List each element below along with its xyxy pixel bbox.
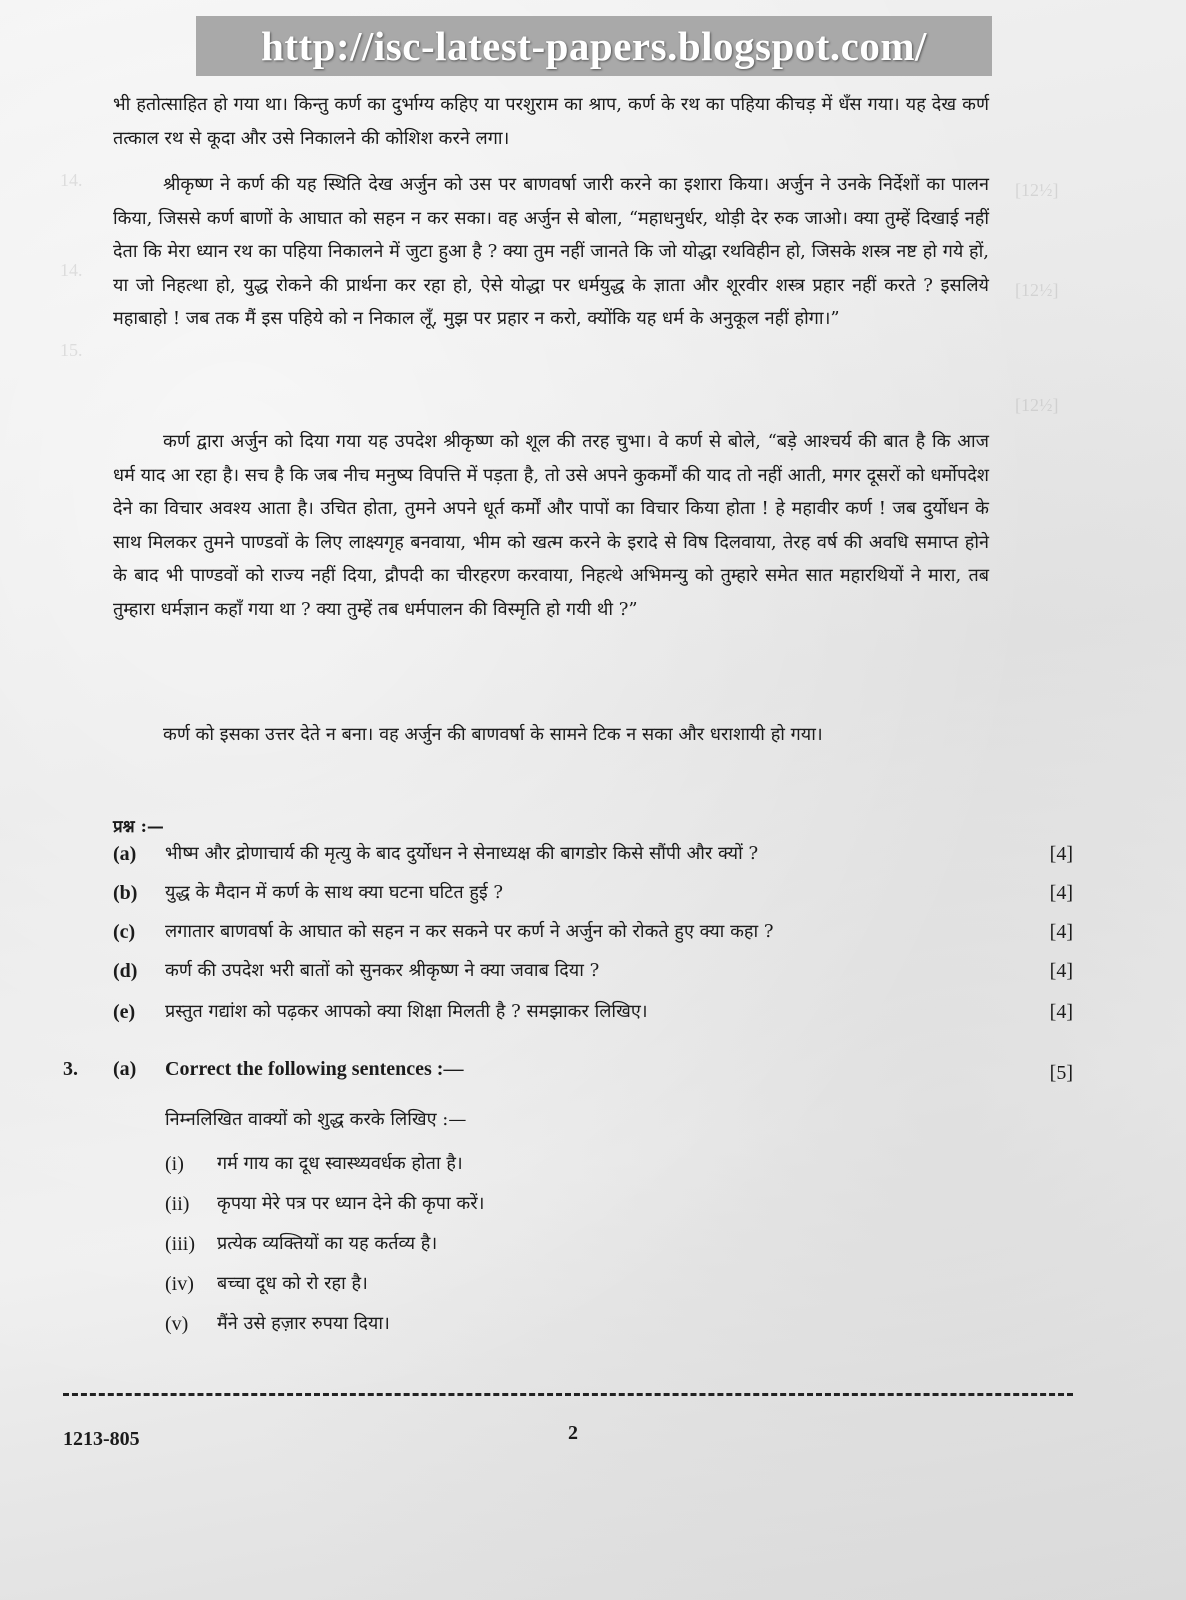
sentence-text: मैंने उसे हज़ार रुपया दिया।	[217, 1313, 390, 1334]
sentence-number: (iii)	[165, 1233, 195, 1255]
passage-paragraph-3: कर्ण द्वारा अर्जुन को दिया गया यह उपदेश श्रीकृष्ण को शूल की तरह चुभा। वे कर्ण से बोले, “बड़े आश्चर्य की बात है कि आज धर्म याद आ रहा है। सच है कि जब नीच मनुष्य विपत्ति में पड़ता है, तो उसे अपने कुकर्मों की याद तो नहीं आती, मगर दूसरों को धर्मोपदेश देने का विचार अवश्य आता है। उचित होता, तुमने अपने धूर्त कर्मों और पापों का विचार किया होता ! हे महावीर कर्ण ! जब दुर्योधन के साथ मिलकर तुमने पाण्डवों के लिए लाक्ष्यगृह बनवाया, भीम को खत्म करने के इरादे से विष दिलवाया, तेरह वर्ष की अवधि समाप्त होने के बाद भी पाण्डवों को राज्य नहीं दिया, द्रौपदी का चीरहरण करवाया, निहत्थे अभिमन्यु को तुम्हारे समेत सात महारथियों ने मारा, तब तुम्हारा धर्मज्ञान कहाँ गया था ? क्या तुम्हें तब धर्मपालन की विस्मृति हो गयी थी ?”	[113, 431, 989, 620]
passage-paragraph-1: भी हतोत्साहित हो गया था। किन्तु कर्ण का दुर्भाग्य कहिए या परशुराम का श्राप, कर्ण के रथ का पहिया कीचड़ में धँस गया। यह देख कर्ण तत्काल रथ से कूदा और उसे निकालने की कोशिश करने लगा।	[113, 94, 989, 149]
question-letter: (e)	[113, 1001, 136, 1023]
question-e	[113, 993, 1073, 1031]
question-marks: [4]	[1049, 843, 1073, 865]
question-letter: (c)	[113, 921, 136, 943]
bleed-through-marks: [12½]	[1015, 180, 1059, 200]
question-marks: [4]	[1049, 1001, 1073, 1023]
question-a	[113, 835, 1073, 873]
section-3-title: Correct the following sentences :—	[165, 1058, 464, 1080]
bleed-through-marks: [12½]	[1015, 280, 1059, 300]
question-text: कर्ण की उपदेश भरी बातों को सुनकर श्रीकृष्ण ने क्या जवाब दिया ?	[165, 960, 600, 981]
sentence-text: बच्चा दूध को रो रहा है।	[217, 1273, 368, 1294]
question-letter: (b)	[113, 882, 138, 904]
bleed-through-marks: [12½]	[1015, 395, 1059, 415]
question-letter: (a)	[113, 843, 137, 865]
section-3-instruction: निम्नलिखित वाक्यों को शुद्ध करके लिखिए :—	[165, 1109, 467, 1130]
sentence-number: (ii)	[165, 1193, 190, 1215]
paper-code: 1213-805	[63, 1428, 140, 1450]
question-b	[113, 874, 1073, 912]
page-number: 2	[568, 1422, 578, 1444]
section-3-marks: [5]	[1049, 1062, 1073, 1084]
footer-dashed-divider	[63, 1393, 1073, 1396]
bleed-through-marks: 14.	[60, 170, 83, 190]
question-marks: [4]	[1049, 960, 1073, 982]
section-3-part-letter: (a)	[113, 1058, 137, 1080]
sentence-text: कृपया मेरे पत्र पर ध्यान देने की कृपा करें।	[217, 1193, 485, 1214]
sentence-number: (i)	[165, 1153, 184, 1175]
sentence-number: (iv)	[165, 1273, 194, 1295]
passage-paragraph-2: श्रीकृष्ण ने कर्ण की यह स्थिति देख अर्जुन को उस पर बाणवर्षा जारी करने का इशारा किया। अर्जुन ने उनके निर्देशों का पालन किया, जिससे कर्ण बाणों के आघात को सहन न कर सका। वह अर्जुन से बोला, “महाधनुर्धर, थोड़ी देर रुक जाओ। क्या तुम्हें दिखाई नहीं देता कि मेरा ध्यान रथ का पहिया निकालने में जुटा हुआ है ? क्या तुम नहीं जानते कि जो योद्धा रथविहीन हो, जिसके शस्त्र नष्ट हो गये हों, या जो निहत्था हो, युद्ध रोकने की प्रार्थना कर रहा हो, ऐसे योद्धा पर धर्मयुद्ध के ज्ञाता और शूरवीर शस्त्र प्रहार नहीं करते ? इसलिये महाबाहो ! जब तक मैं इस पहिये को न निकाल लूँ, मुझ पर प्रहार न करो, क्योंकि यह धर्म के अनुकूल नहीं होगा।”	[113, 174, 989, 329]
question-marks: [4]	[1049, 882, 1073, 904]
passage-paragraph-4: कर्ण को इसका उत्तर देते न बना। वह अर्जुन की बाणवर्षा के सामने टिक न सका और धराशायी हो गया।	[163, 724, 823, 745]
questions-heading: प्रश्न :—	[113, 817, 164, 837]
bleed-through-marks: 15.	[60, 340, 83, 360]
question-text: प्रस्तुत गद्यांश को पढ़कर आपको क्या शिक्षा मिलती है ? समझाकर लिखिए।	[165, 1001, 648, 1022]
sentence-text: प्रत्येक व्यक्तियों का यह कर्तव्य है।	[217, 1233, 438, 1254]
bleed-through-marks: 14.	[60, 260, 83, 280]
question-c	[113, 913, 1073, 951]
watermark-url-banner: http://isc-latest-papers.blogspot.com/	[196, 16, 992, 76]
question-text: भीष्म और द्रोणाचार्य की मृत्यु के बाद दुर्योधन ने सेनाध्यक्ष की बागडोर किसे सौंपी और क्यों ?	[165, 843, 759, 864]
question-letter: (d)	[113, 960, 138, 982]
question-text: युद्ध के मैदान में कर्ण के साथ क्या घटना घटित हुई ?	[165, 882, 504, 903]
question-marks: [4]	[1049, 921, 1073, 943]
question-d	[113, 952, 1073, 990]
section-3-number: 3.	[63, 1058, 78, 1080]
question-text: लगातार बाणवर्षा के आघात को सहन न कर सकने पर कर्ण ने अर्जुन को रोकते हुए क्या कहा ?	[165, 921, 774, 942]
sentence-text: गर्म गाय का दूध स्वास्थ्यवर्धक होता है।	[217, 1153, 463, 1174]
sentence-number: (v)	[165, 1313, 189, 1335]
